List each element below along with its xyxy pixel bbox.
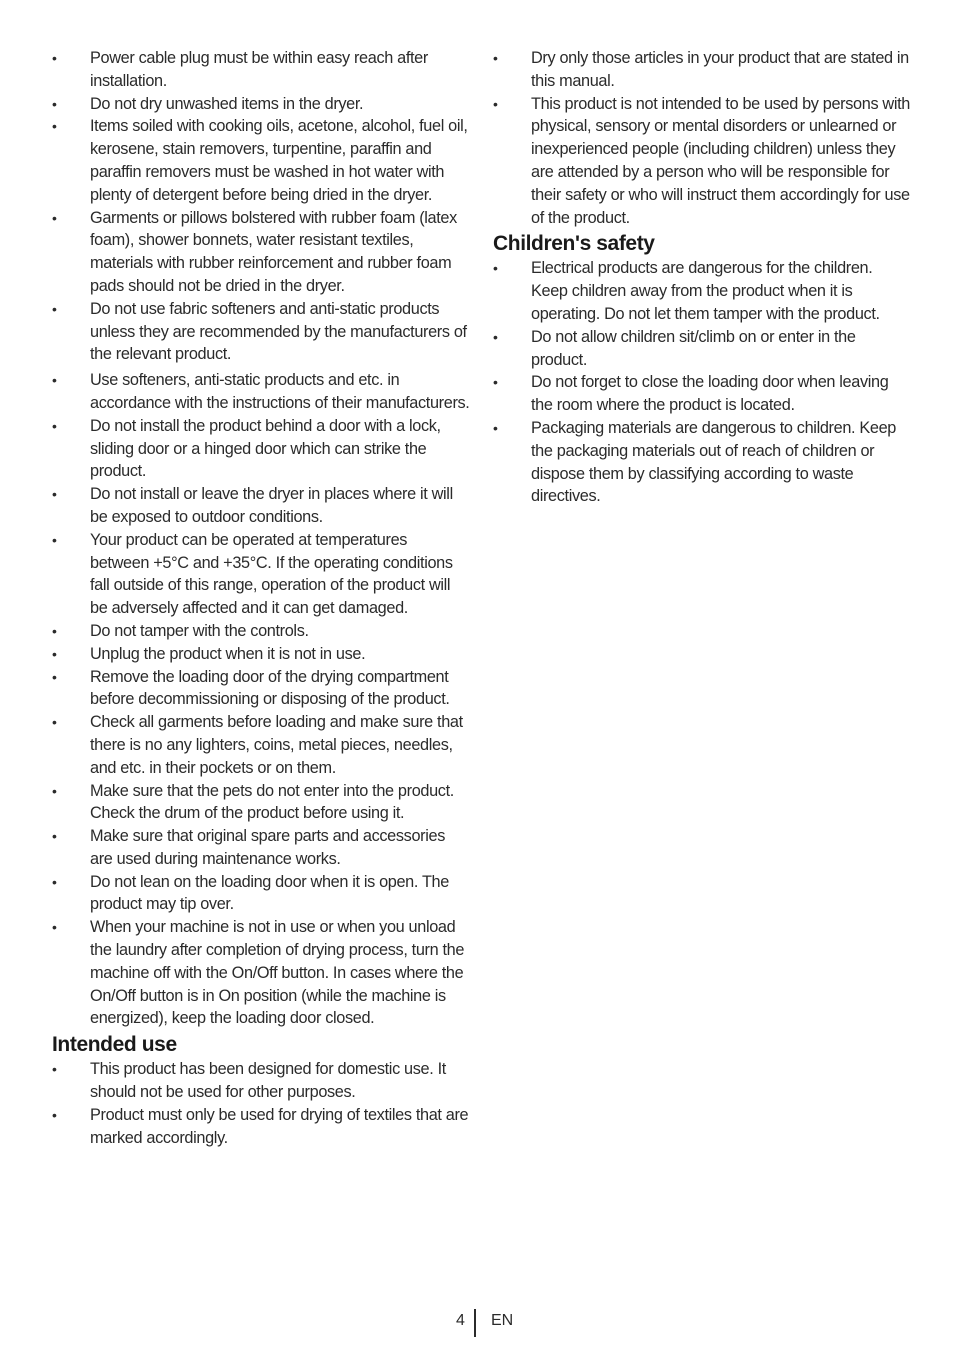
list-item: • When your machine is not in use or when you unload the laundry after completion of drying process, turn the machine off with the On/Off button. In cases where the On/Off button is in On position (while the machine is energized), keep the loading door closed. (52, 916, 470, 1030)
footer-divider (474, 1309, 476, 1337)
list-item: • Dry only those articles in your product that are stated in this manual. (493, 47, 911, 93)
language-code: EN (491, 1312, 514, 1329)
right-column (493, 47, 911, 508)
page-footer (0, 1309, 954, 1337)
list-item: • Items soiled with cooking oils, acetone, alcohol, fuel oil, kerosene, stain removers, turpentine, paraffin and paraffin removers must be washed in hot water with plenty of detergent before being dried in the dryer. (52, 115, 470, 206)
list-item: • Do not install the product behind a door with a lock, sliding door or a hinged door which can strike the product. (52, 415, 470, 483)
list-item: • Make sure that original spare parts and accessories are used during maintenance works. (52, 825, 470, 871)
list-item: • Your product can be operated at temperatures between +5°C and +35°C. If the operating conditions fall outside of this range, operation of the product will be adversely affected and it can get damaged. (52, 529, 470, 620)
list-item: • Use softeners, anti-static products and etc. in accordance with the instructions of their manufacturers. (52, 369, 470, 415)
safety-list-left (52, 47, 470, 1030)
list-item: • Remove the loading door of the drying compartment before decommissioning or disposing of the product. (52, 666, 470, 712)
list-item: • Do not tamper with the controls. (52, 620, 470, 643)
list-item: • Do not lean on the loading door when it is open. The product may tip over. (52, 871, 470, 917)
intended-use-heading: Intended use (52, 1033, 177, 1057)
list-item: • Unplug the product when it is not in use. (52, 643, 470, 666)
page-number: 4 (456, 1312, 465, 1329)
childrens-safety-list (493, 257, 911, 508)
list-item: • This product has been designed for domestic use. It should not be used for other purposes. (52, 1058, 470, 1104)
list-item: • Make sure that the pets do not enter into the product. Check the drum of the product before using it. (52, 780, 470, 826)
left-column (52, 47, 470, 1149)
list-item: • Product must only be used for drying of textiles that are marked accordingly. (52, 1104, 470, 1150)
list-item: • Power cable plug must be within easy reach after installation. (52, 47, 470, 93)
list-item: • Garments or pillows bolstered with rubber foam (latex foam), shower bonnets, water resistant textiles, materials with rubber reinforcement and rubber foam pads should not be dried in the dryer. (52, 207, 470, 298)
list-item: • Do not forget to close the loading door when leaving the room where the product is located. (493, 371, 911, 417)
list-item: • Check all garments before loading and make sure that there is no any lighters, coins, metal pieces, needles, and etc. in their pockets or on them. (52, 711, 470, 779)
list-item: • Do not use fabric softeners and anti-static products unless they are recommended by the manufacturers of the relevant product. (52, 298, 470, 366)
childrens-safety-heading: Children's safety (493, 232, 655, 256)
list-item: • Do not allow children sit/climb on or enter in the product. (493, 326, 911, 372)
list-item: • This product is not intended to be used by persons with physical, sensory or mental disorders or unlearned or inexperienced people (including children) unless they are attended by a person who will be responsible for their safety or who will instruct them accordingly for use of the product. (493, 93, 911, 230)
safety-list-right (493, 47, 911, 229)
list-item: • Do not install or leave the dryer in places where it will be exposed to outdoor conditions. (52, 483, 470, 529)
list-item: • Packaging materials are dangerous to children. Keep the packaging materials out of reach of children or dispose them by classifying according to waste directives. (493, 417, 911, 508)
list-item: • Electrical products are dangerous for the children. Keep children away from the product when it is operating. Do not let them tamper with the product. (493, 257, 911, 325)
intended-use-list (52, 1058, 470, 1149)
list-item: • Do not dry unwashed items in the dryer. (52, 93, 470, 116)
